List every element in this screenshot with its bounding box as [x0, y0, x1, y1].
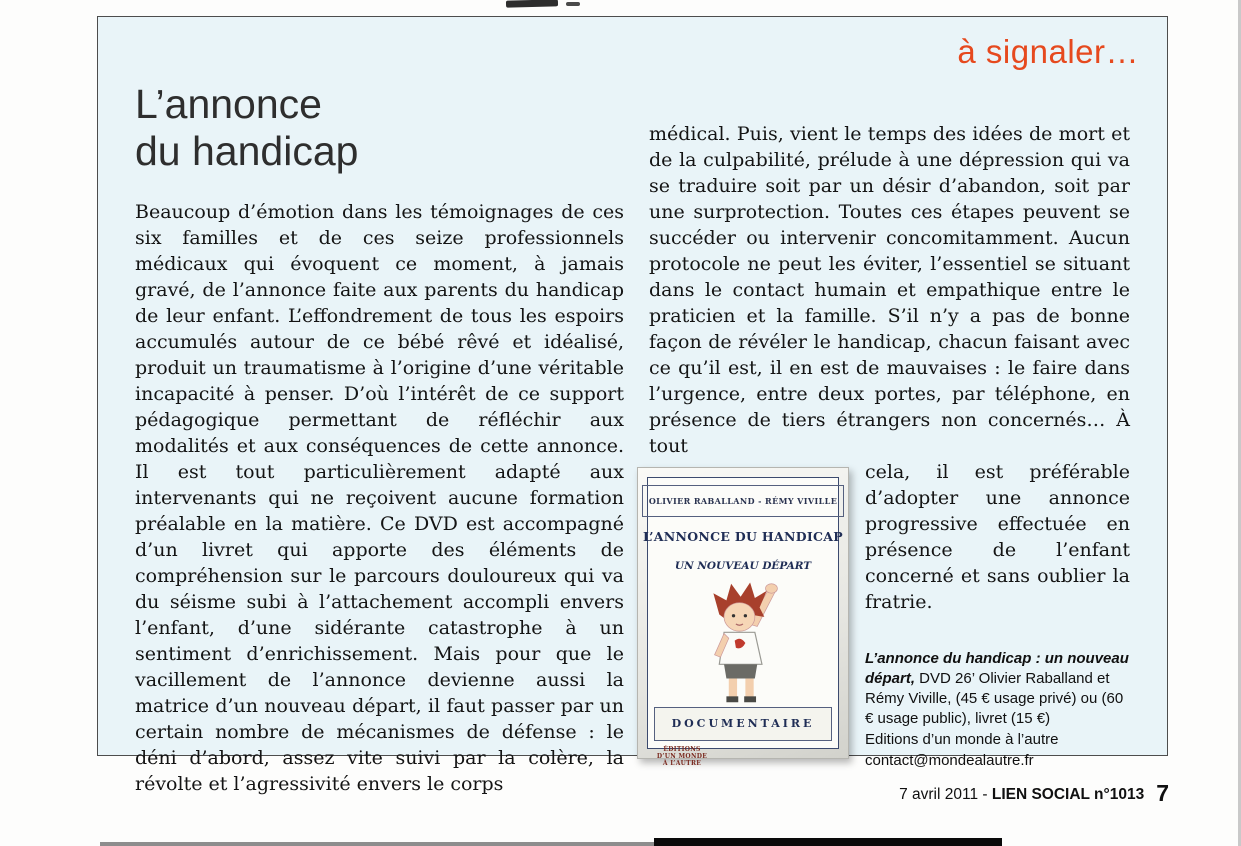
right-column-text-2: cela, il est préférable d’adopter une annonce progressive effectuée en présence de l’enfant concerné et sans oublier la fratrie. [865, 461, 1130, 613]
dvd-authors: OLIVIER RABALLAND - RÉMY VIVILLE [642, 485, 844, 517]
article-left-column [135, 199, 624, 797]
left-column-text: Beaucoup d’émotion dans les témoignages de ces six familles et de ces seize professionnels médicaux qui évoquent ce moment, à jamais gravé, de l’annonce faite aux parents du handicap de leur enfant. L’effondrement de tous les espoirs accumulés autour de ce bébé rêvé et idéalisé, produit un traumatisme à l’origine d’une véritable incapacité à penser. D’où l’intérêt de ce support pédagogique permettant de réfléchir aux modalités et aux conséquences de cette annonce. Il est tout particulièrement adapté aux intervenants qui ne reçoivent aucune formation préalable en la matière. Ce DVD est accompagné d’un livret qui apporte des éléments de compréhension sur le parcours douloureux qui va du séisme subi à l’attachement accompli envers l’enfant, d’une sidérante catastrophe à un sentiment d’enrichissement. Mais pour que le vacillement de l’annonce devienne aussi la matrice d’un nouveau départ, il faut passer par un certain nombre de mécanismes de défense : le déni d’abord, assez vite suivi par la colère, la révolte et l’agressivité envers le corps [135, 201, 624, 795]
scan-artifact-bottom-gray [100, 842, 656, 846]
dvd-title: L’ANNONCE DU HANDICAP [643, 529, 843, 544]
title-line-2: du handicap [135, 128, 359, 174]
footer-date: 7 avril 2011 - [899, 786, 992, 803]
dvd-illustration [654, 579, 832, 707]
right-column-text-1: médical. Puis, vient le temps des idées de mort et de la culpabilité, prélude à une dépression qui va se traduire soit par un désir d’abandon, soit par une surprotection. Toutes ces étapes peuvent se succéder ou intervenir concomitamment. Aucun protocole ne peut les éviter, l’essentiel se situant dans le contact humain et empathique entre le praticien et la famille. S’il n’y a pas de bonne façon de révéler le handicap, chacun faisant avec ce qu’il est, il en est de mauvaises : le faire dans l’urgence, entre deux portes, par téléphone, en présence de tiers étrangers non concernés… À tout [649, 123, 1130, 457]
dvd-illustration-girl [683, 579, 803, 707]
dvd-publisher-logo: ÉDITIONS D’UN MONDE À L’AUTRE [656, 746, 708, 767]
scan-artifact-top [506, 0, 558, 8]
dvd-genre: DOCUMENTAIRE [654, 707, 832, 741]
section-label: à signaler… [957, 33, 1139, 70]
title-line-1: L’annonce [135, 81, 322, 127]
caption-contact-email: contact@mondealautre.fr [865, 752, 1034, 769]
dvd-subtitle: UN NOUVEAU DÉPART [674, 560, 812, 572]
footer-page-number: 7 [1156, 780, 1169, 806]
caption-details: DVD 26’ Olivier Raballand et Rémy Viville, (45 € usage privé) ou (60 € usage public), livret (15 €) [865, 670, 1124, 727]
caption-publisher: Editions d’un monde à l’autre [865, 731, 1059, 748]
article-title [135, 81, 358, 175]
footer-journal-name: LIEN SOCIAL n°1013 [991, 786, 1145, 803]
article-right-column [643, 121, 1130, 771]
page-footer [899, 780, 1169, 807]
dvd-cover-inner [643, 477, 843, 767]
dvd-cover [637, 467, 849, 767]
scan-artifact-bottom-black [654, 838, 1002, 846]
scan-artifact-top-small [566, 2, 580, 6]
caption-title: L’annonce du handicap : un nouveau départ, [865, 650, 1129, 687]
